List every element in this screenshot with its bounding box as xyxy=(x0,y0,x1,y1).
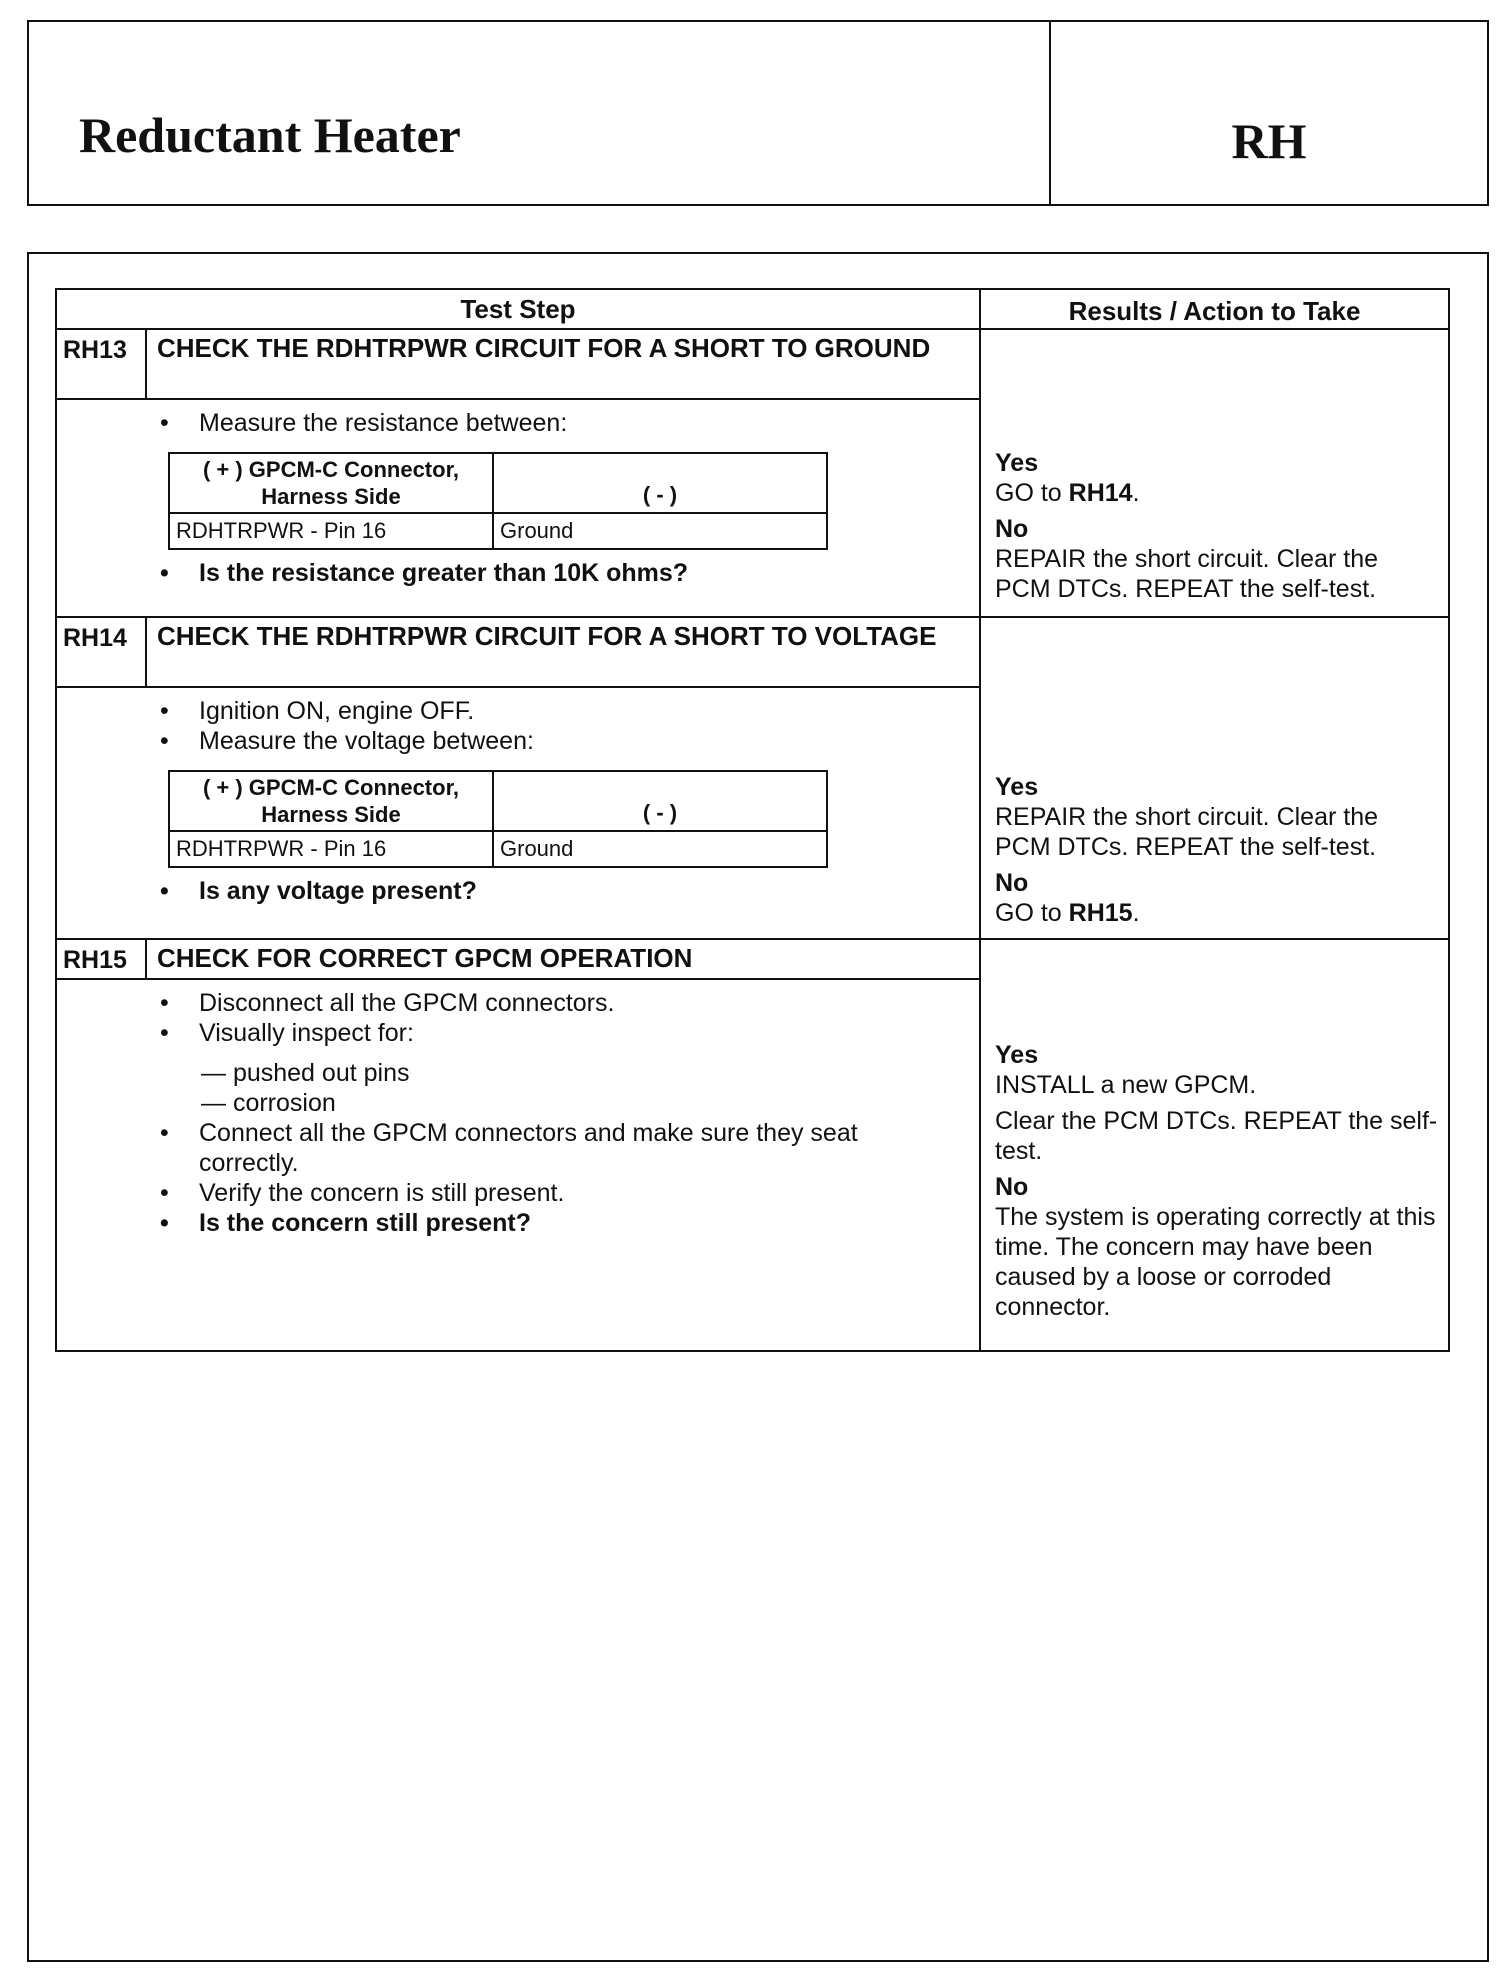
column-header-test-step: Test Step xyxy=(57,290,981,328)
no-action: The system is operating correctly at this time. The concern may have been caused by a loose or corroded connector. xyxy=(995,1203,1436,1321)
step-question: • Is the concern still present? xyxy=(57,1208,919,1238)
step-instruction: • Connect all the GPCM connectors and make sure they seat correctly. xyxy=(57,1118,919,1178)
test-step-rh14 xyxy=(55,618,1450,940)
no-action: REPAIR the short circuit. Clear the PCM DTCs. REPEAT the self-test. xyxy=(995,545,1379,603)
step-question: • Is any voltage present? xyxy=(57,876,979,906)
result-block xyxy=(995,772,1440,928)
step-instruction: • Measure the resistance between: xyxy=(57,408,979,438)
step-left-cell xyxy=(57,618,981,938)
no-label: No xyxy=(995,515,1029,543)
table-header xyxy=(55,288,1450,330)
meas-minus-value: Ground xyxy=(493,831,827,867)
step-body xyxy=(57,980,979,1238)
test-step-rh13 xyxy=(55,330,1450,618)
result-block xyxy=(995,1040,1440,1322)
yes-action: REPAIR the short circuit. Clear the PCM DTCs. REPEAT the self-test. xyxy=(995,803,1379,861)
test-step-rh15 xyxy=(55,940,1450,1352)
meas-minus-header: ( - ) xyxy=(493,771,827,831)
goto-step-link: RH14 xyxy=(1068,479,1133,507)
yes-action xyxy=(995,478,1440,508)
step-instruction: • Disconnect all the GPCM connectors. xyxy=(57,988,919,1018)
step-title-row xyxy=(57,618,979,688)
no-label: No xyxy=(995,1173,1029,1201)
step-result-cell xyxy=(981,940,1448,1350)
yes-action: INSTALL a new GPCM. xyxy=(995,1071,1257,1099)
header-title-cell xyxy=(29,22,1051,204)
no-action-text: GO to xyxy=(995,899,1069,927)
step-left-cell xyxy=(57,940,981,1350)
meas-plus-header: ( + ) GPCM-C Connector, Harness Side xyxy=(169,453,493,513)
yes-label: Yes xyxy=(995,773,1039,801)
step-instruction: • Ignition ON, engine OFF. xyxy=(57,696,979,726)
test-step-table xyxy=(55,288,1450,1352)
step-body xyxy=(57,688,979,906)
step-title-row xyxy=(57,330,979,400)
meas-plus-value: RDHTRPWR - Pin 16 xyxy=(169,513,493,549)
measurement-table xyxy=(168,452,828,550)
step-instruction: • Measure the voltage between: xyxy=(57,726,979,756)
step-left-cell xyxy=(57,330,981,616)
header-code-cell xyxy=(1051,22,1487,204)
step-result-cell xyxy=(981,330,1448,616)
page-header xyxy=(27,20,1489,206)
yes-label: Yes xyxy=(995,449,1039,477)
section-code: RH xyxy=(1231,113,1307,169)
step-id: RH15 xyxy=(57,940,147,978)
step-title-row xyxy=(57,940,979,980)
step-id: RH14 xyxy=(57,618,147,686)
step-title: CHECK THE RDHTRPWR CIRCUIT FOR A SHORT TO GROUND xyxy=(157,333,931,363)
column-header-results: Results / Action to Take xyxy=(1068,296,1361,326)
no-action-period: . xyxy=(1132,899,1140,927)
step-instruction: • Verify the concern is still present. xyxy=(57,1178,919,1208)
no-label: No xyxy=(995,869,1029,897)
result-block xyxy=(995,448,1440,604)
yes-label: Yes xyxy=(995,1041,1039,1069)
meas-minus-header: ( - ) xyxy=(493,453,827,513)
step-id: RH13 xyxy=(57,330,147,398)
meas-plus-header: ( + ) GPCM-C Connector, Harness Side xyxy=(169,771,493,831)
yes-action-followup: Clear the PCM DTCs. REPEAT the self-test. xyxy=(995,1107,1438,1165)
page-title: Reductant Heater xyxy=(79,107,461,163)
step-result-cell xyxy=(981,618,1448,938)
meas-minus-value: Ground xyxy=(493,513,827,549)
yes-action-period: . xyxy=(1132,479,1140,507)
step-title: CHECK FOR CORRECT GPCM OPERATION xyxy=(157,943,693,973)
step-question: • Is the resistance greater than 10K ohms? xyxy=(57,558,979,588)
inspect-item: — pushed out pins xyxy=(201,1059,410,1087)
measurement-table xyxy=(168,770,828,868)
step-instruction: • Visually inspect for: xyxy=(57,1018,919,1048)
yes-action-text: GO to xyxy=(995,479,1069,507)
inspect-item: — corrosion xyxy=(201,1089,336,1117)
step-body xyxy=(57,400,979,588)
step-title: CHECK THE RDHTRPWR CIRCUIT FOR A SHORT TO VOLTAGE xyxy=(157,621,937,651)
goto-step-link: RH15 xyxy=(1068,899,1133,927)
meas-plus-value: RDHTRPWR - Pin 16 xyxy=(169,831,493,867)
no-action xyxy=(995,898,1440,928)
